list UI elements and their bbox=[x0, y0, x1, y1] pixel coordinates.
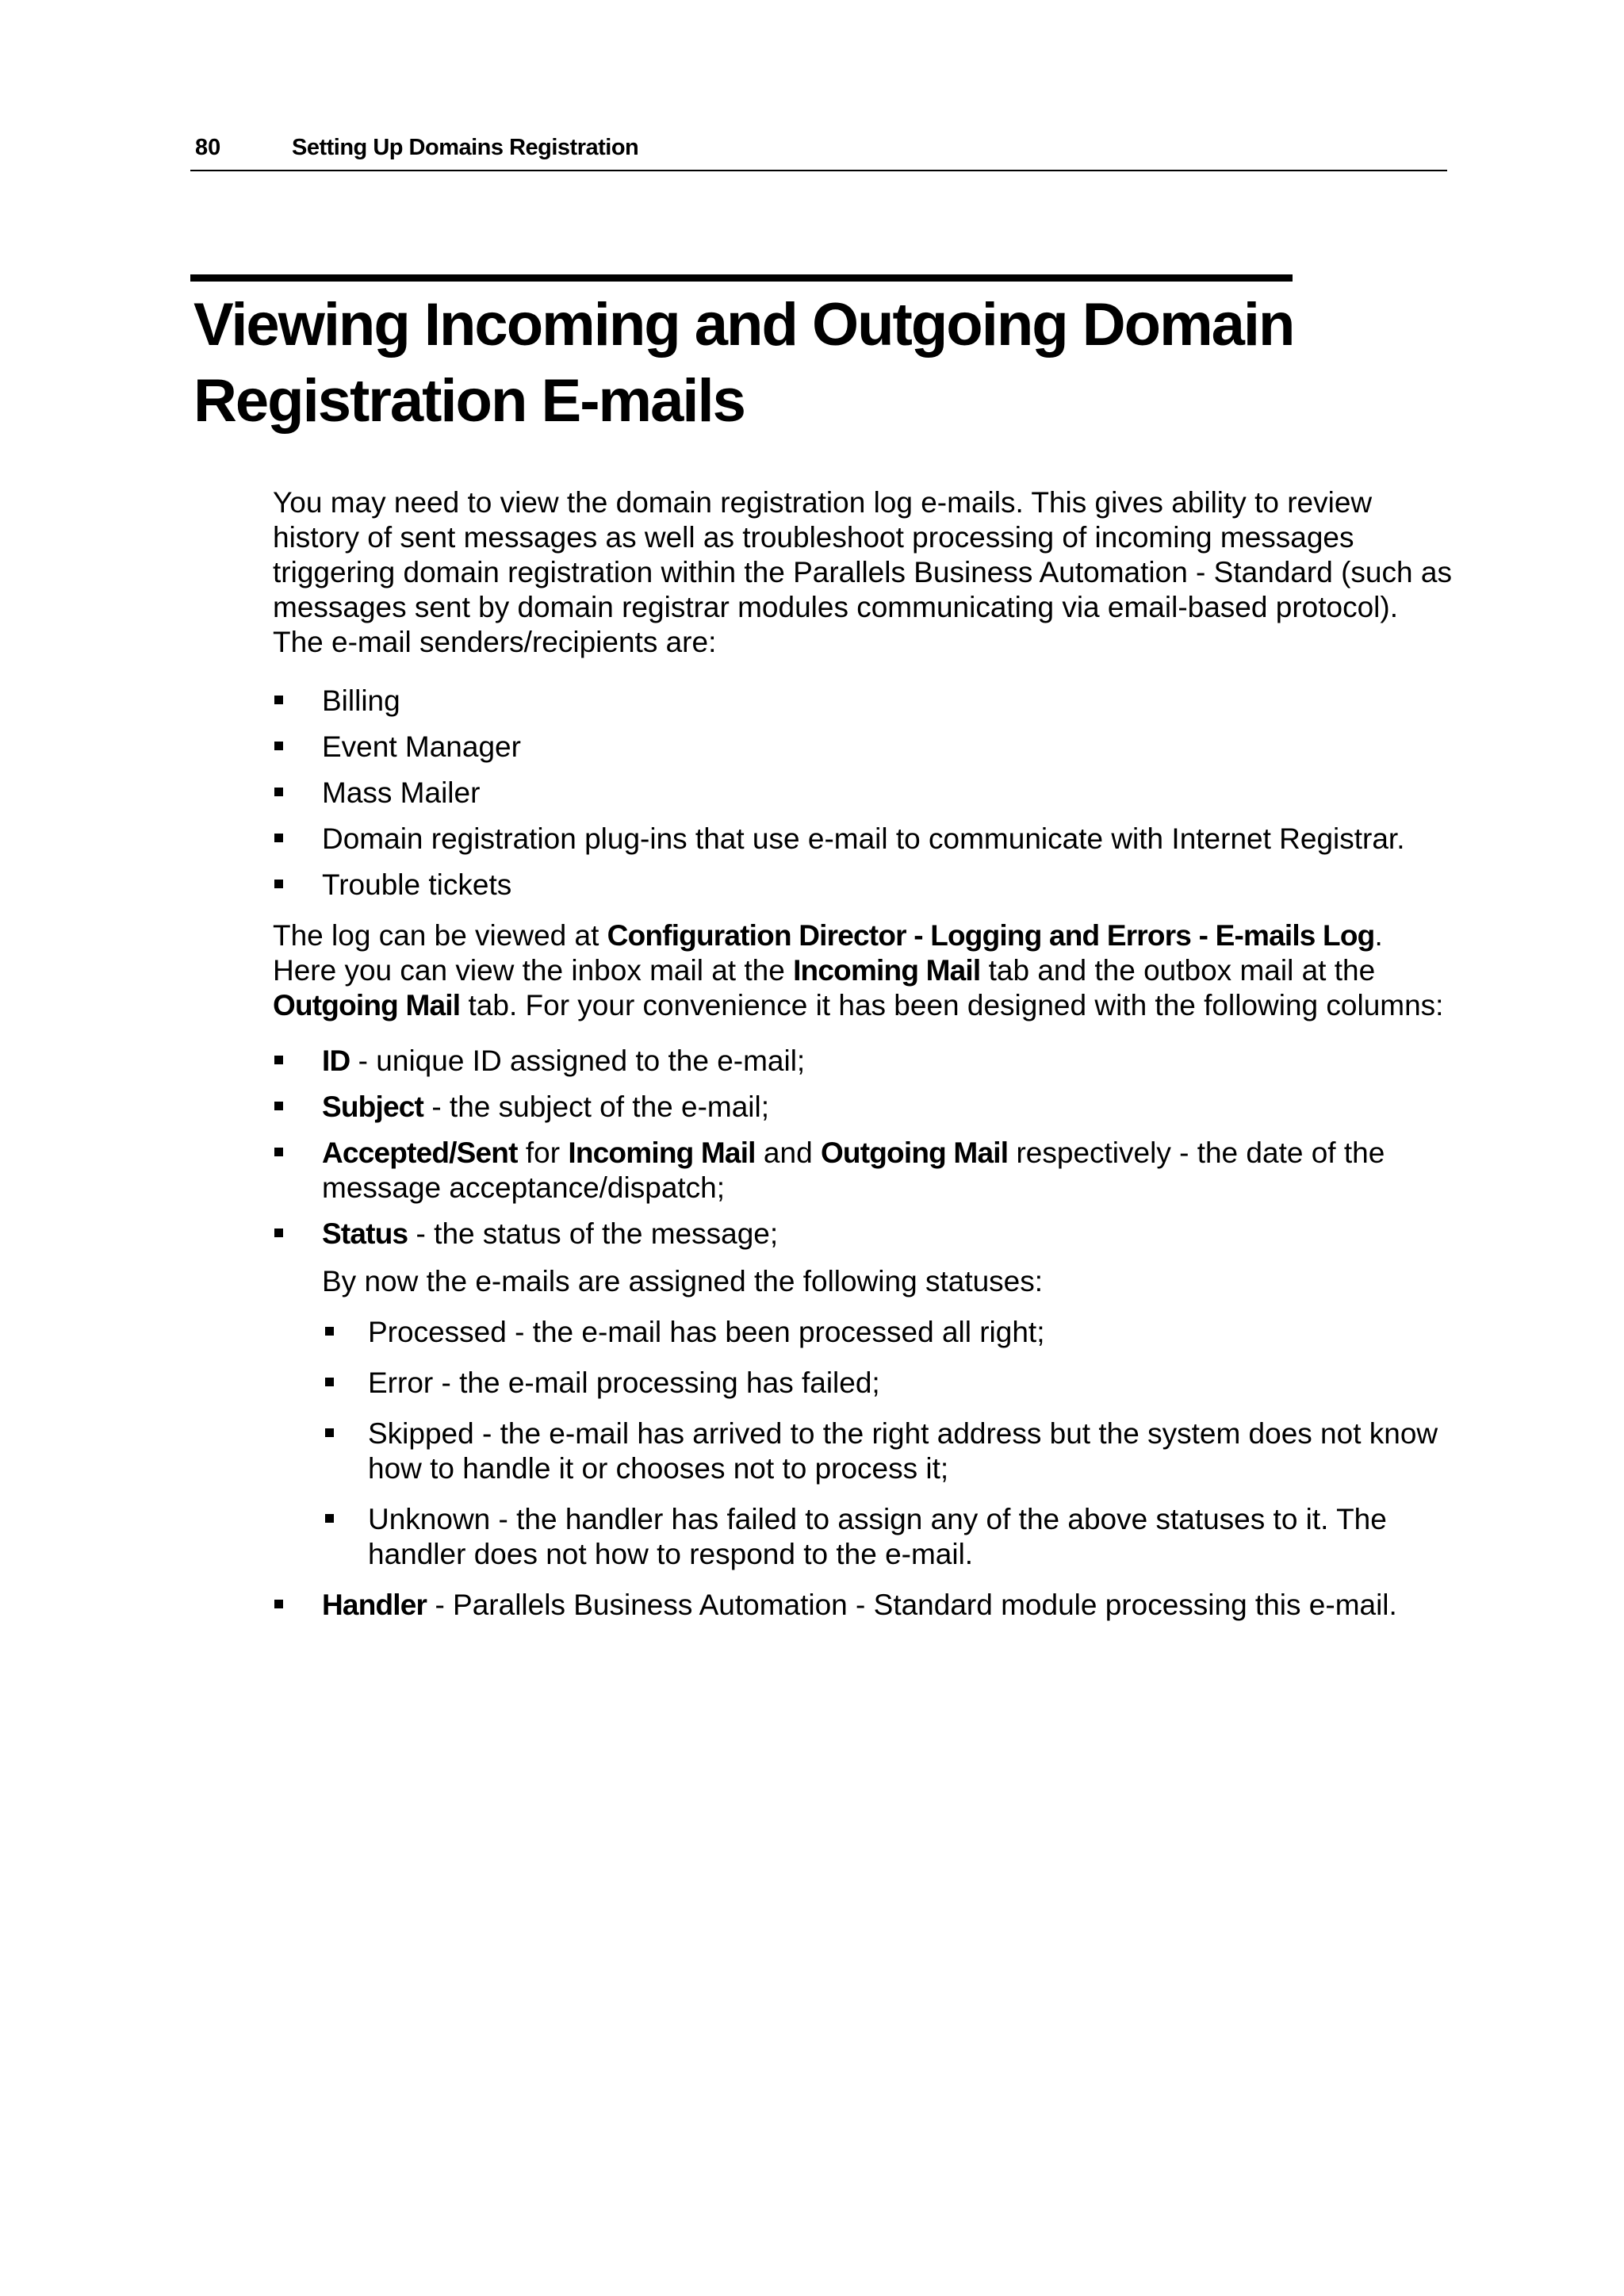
square-bullet-icon bbox=[274, 1102, 283, 1110]
list-item: Accepted/Sent for Incoming Mail and Outgoing Mail respectively - the date of the message acceptance/dispatch; bbox=[273, 1136, 1454, 1205]
column-name: Status bbox=[322, 1217, 408, 1250]
list-item: Handler - Parallels Business Automation - Standard module processing this e-mail. bbox=[273, 1588, 1454, 1623]
title-rule bbox=[190, 274, 1293, 282]
column-name: ID bbox=[322, 1045, 350, 1077]
outgoing-mail-tab-ref: Outgoing Mail bbox=[273, 989, 461, 1022]
list-item: Status - the status of the message; By now the e-mails are assigned the following statuses: Processed - the e-mail has been processed all right; Error - the e-mail processing has failed; Skipped - the e-mail has arrived to the right address but the system does not know how to handle it or chooses not to process it; Unknown - the handler has failed to assign any of the above statuses to it. The handler does not how to respond to the e-mail. bbox=[273, 1217, 1454, 1572]
square-bullet-icon bbox=[274, 696, 283, 704]
square-bullet-icon bbox=[274, 1056, 283, 1064]
senders-list bbox=[273, 684, 1454, 903]
status-intro: By now the e-mails are assigned the following statuses: bbox=[322, 1265, 1044, 1297]
list-item: Billing bbox=[273, 684, 1454, 719]
list-item: ID - unique ID assigned to the e-mail; bbox=[273, 1044, 1454, 1079]
menu-path: Configuration Director - bbox=[607, 919, 931, 952]
page-number: 80 bbox=[195, 135, 221, 160]
menu-path: Logging and Errors - E-mails Log bbox=[930, 919, 1375, 952]
list-item: Error - the e-mail processing has failed; bbox=[322, 1366, 1454, 1401]
column-name: Subject bbox=[322, 1091, 424, 1123]
list-item: Mass Mailer bbox=[273, 776, 1454, 811]
list-item: Unknown - the handler has failed to assign any of the above statuses to it. The handler does not how to respond to the e-mail. bbox=[322, 1502, 1454, 1572]
square-bullet-icon bbox=[274, 834, 283, 842]
list-item: Processed - the e-mail has been processed all right; bbox=[322, 1315, 1454, 1350]
square-bullet-icon bbox=[274, 742, 283, 750]
square-bullet-icon bbox=[325, 1514, 334, 1523]
log-location-paragraph: The log can be viewed at Configuration Director - Logging and Errors - E-mails Log. Here you can view the inbox mail at the Incoming Mail tab and the outbox mail at the Outgoing Mail tab. For your convenience it has been designed with the following columns: bbox=[273, 919, 1444, 1022]
list-item: Domain registration plug-ins that use e-mail to communicate with Internet Registrar. bbox=[273, 822, 1454, 857]
square-bullet-icon bbox=[274, 788, 283, 796]
chapter-title: Setting Up Domains Registration bbox=[292, 135, 639, 160]
main-content bbox=[273, 485, 1454, 1634]
statuses-list bbox=[322, 1315, 1454, 1572]
column-name: Handler bbox=[322, 1589, 427, 1621]
square-bullet-icon bbox=[274, 1600, 283, 1608]
list-item: Skipped - the e-mail has arrived to the right address but the system does not know how to handle it or chooses not to process it; bbox=[322, 1416, 1454, 1486]
square-bullet-icon bbox=[325, 1378, 334, 1386]
list-item: Event Manager bbox=[273, 730, 1454, 765]
square-bullet-icon bbox=[325, 1428, 334, 1437]
intro-paragraph: You may need to view the domain registration log e-mails. This gives ability to review history of sent messages as well as troubleshoot processing of incoming messages triggering domain registration within the Parallels Business Automation - Standard (such as messages sent by domain registrar modules communicating via email-based protocol). The e-mail senders/recipients are: bbox=[273, 486, 1452, 658]
incoming-mail-tab-ref: Incoming Mail bbox=[793, 954, 981, 987]
square-bullet-icon bbox=[274, 1228, 283, 1237]
column-name: Sent bbox=[456, 1137, 518, 1169]
list-item: Trouble tickets bbox=[273, 868, 1454, 903]
square-bullet-icon bbox=[274, 880, 283, 888]
square-bullet-icon bbox=[274, 1148, 283, 1156]
square-bullet-icon bbox=[325, 1327, 334, 1336]
columns-list bbox=[273, 1044, 1454, 1623]
running-header bbox=[190, 128, 1447, 171]
column-name: Accepted bbox=[322, 1137, 450, 1169]
page-title: Viewing Incoming and Outgoing Domain Registration E-mails bbox=[193, 291, 1294, 435]
list-item: Subject - the subject of the e-mail; bbox=[273, 1090, 1454, 1125]
